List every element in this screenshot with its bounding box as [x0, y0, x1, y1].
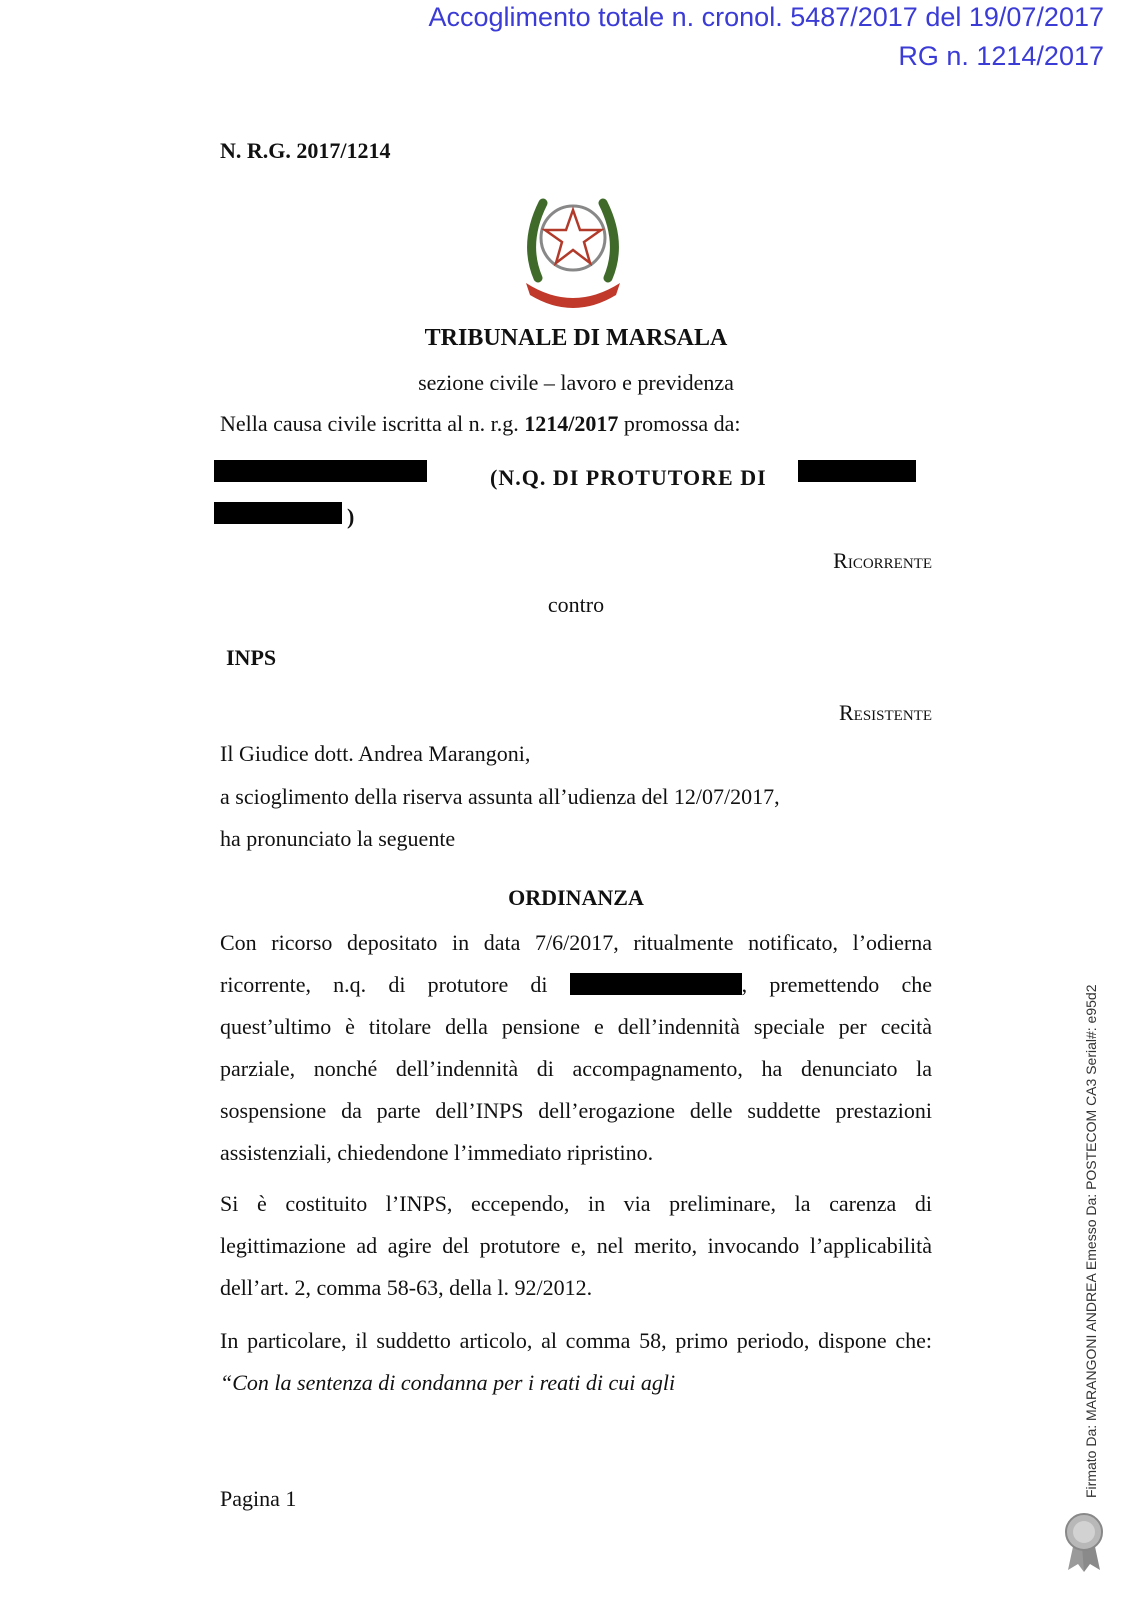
italian-republic-emblem	[518, 183, 628, 311]
redacted-ward-name	[798, 460, 916, 482]
paragraph-3	[220, 1320, 932, 1404]
chronology-stamp: Accoglimento totale n. cronol. 5487/2017 del 19/07/2017	[428, 2, 1104, 32]
plaintiff-role: Ricorrente	[833, 548, 932, 573]
rg-stamp: RG n. 1214/2017	[898, 41, 1104, 71]
redacted-ward-surname	[214, 502, 342, 524]
paragraph-1	[220, 922, 932, 1174]
closing-parenthesis: )	[347, 504, 355, 529]
paragraph-2: Si è costituito l’INPS, eccependo, in via preliminare, la carenza di legittimazione ad agire del protutore e, nel merito, invocando l’applicabilità dell’art. 2, comma 58-63, della l. 92/2012.	[220, 1191, 932, 1300]
paragraph-3-quote: “Con la sentenza di condanna per i reati di cui agli	[220, 1370, 676, 1395]
intro-prefix: Nella causa civile iscritta al n. r.g.	[220, 411, 525, 436]
case-intro	[220, 411, 741, 437]
paragraph-1-end: , premettendo che quest’ultimo è titolare della pensione e dell’indennità speciale per cecità parziale, nonché dell’indennità di accompagnamento, ha denunciato la sospensione da parte dell’INPS dell’erogazione delle suddette prestazioni assistenziali, chiedendone l’immediato ripristino.	[220, 972, 932, 1165]
reserve-line: a scioglimento della riserva assunta all’udienza del 12/07/2017,	[220, 784, 780, 809]
redacted-ward-inline	[570, 973, 742, 995]
digital-signature-text: Firmato Da: MARANGONI ANDREA Emesso Da: POSTECOM CA3 Serial#: e95d2	[1083, 984, 1099, 1498]
intro-suffix: promossa da:	[618, 411, 741, 436]
defendant-name: INPS	[226, 645, 277, 670]
paragraph-3-start: In particolare, il suddetto articolo, al comma 58, primo periodo, dispone che:	[220, 1328, 932, 1353]
contro-label: contro	[547, 592, 605, 617]
judge-line: Il Giudice dott. Andrea Marangoni,	[220, 741, 531, 766]
defendant-role: Resistente	[839, 700, 932, 725]
rg-number: N. R.G. 2017/1214	[220, 138, 391, 163]
intro-number: 1214/2017	[524, 411, 619, 436]
paragraph-1-start: Con ricorso depositato in data 7/6/2017, ritualmente notificato, l’odierna ricorrente, n.q. di protutore di	[220, 930, 932, 997]
signature-seal-icon	[1062, 1512, 1106, 1572]
court-section: sezione civile – lavoro e previdenza	[418, 370, 734, 395]
nq-label: (N.Q. DI PROTUTORE DI	[490, 465, 767, 490]
page-number: Pagina 1	[220, 1486, 297, 1511]
pronounce-line: ha pronunciato la seguente	[220, 826, 456, 851]
court-name: TRIBUNALE DI MARSALA	[424, 325, 728, 351]
redacted-plaintiff-name	[214, 460, 427, 482]
ordinanza-heading: ORDINANZA	[508, 885, 644, 910]
